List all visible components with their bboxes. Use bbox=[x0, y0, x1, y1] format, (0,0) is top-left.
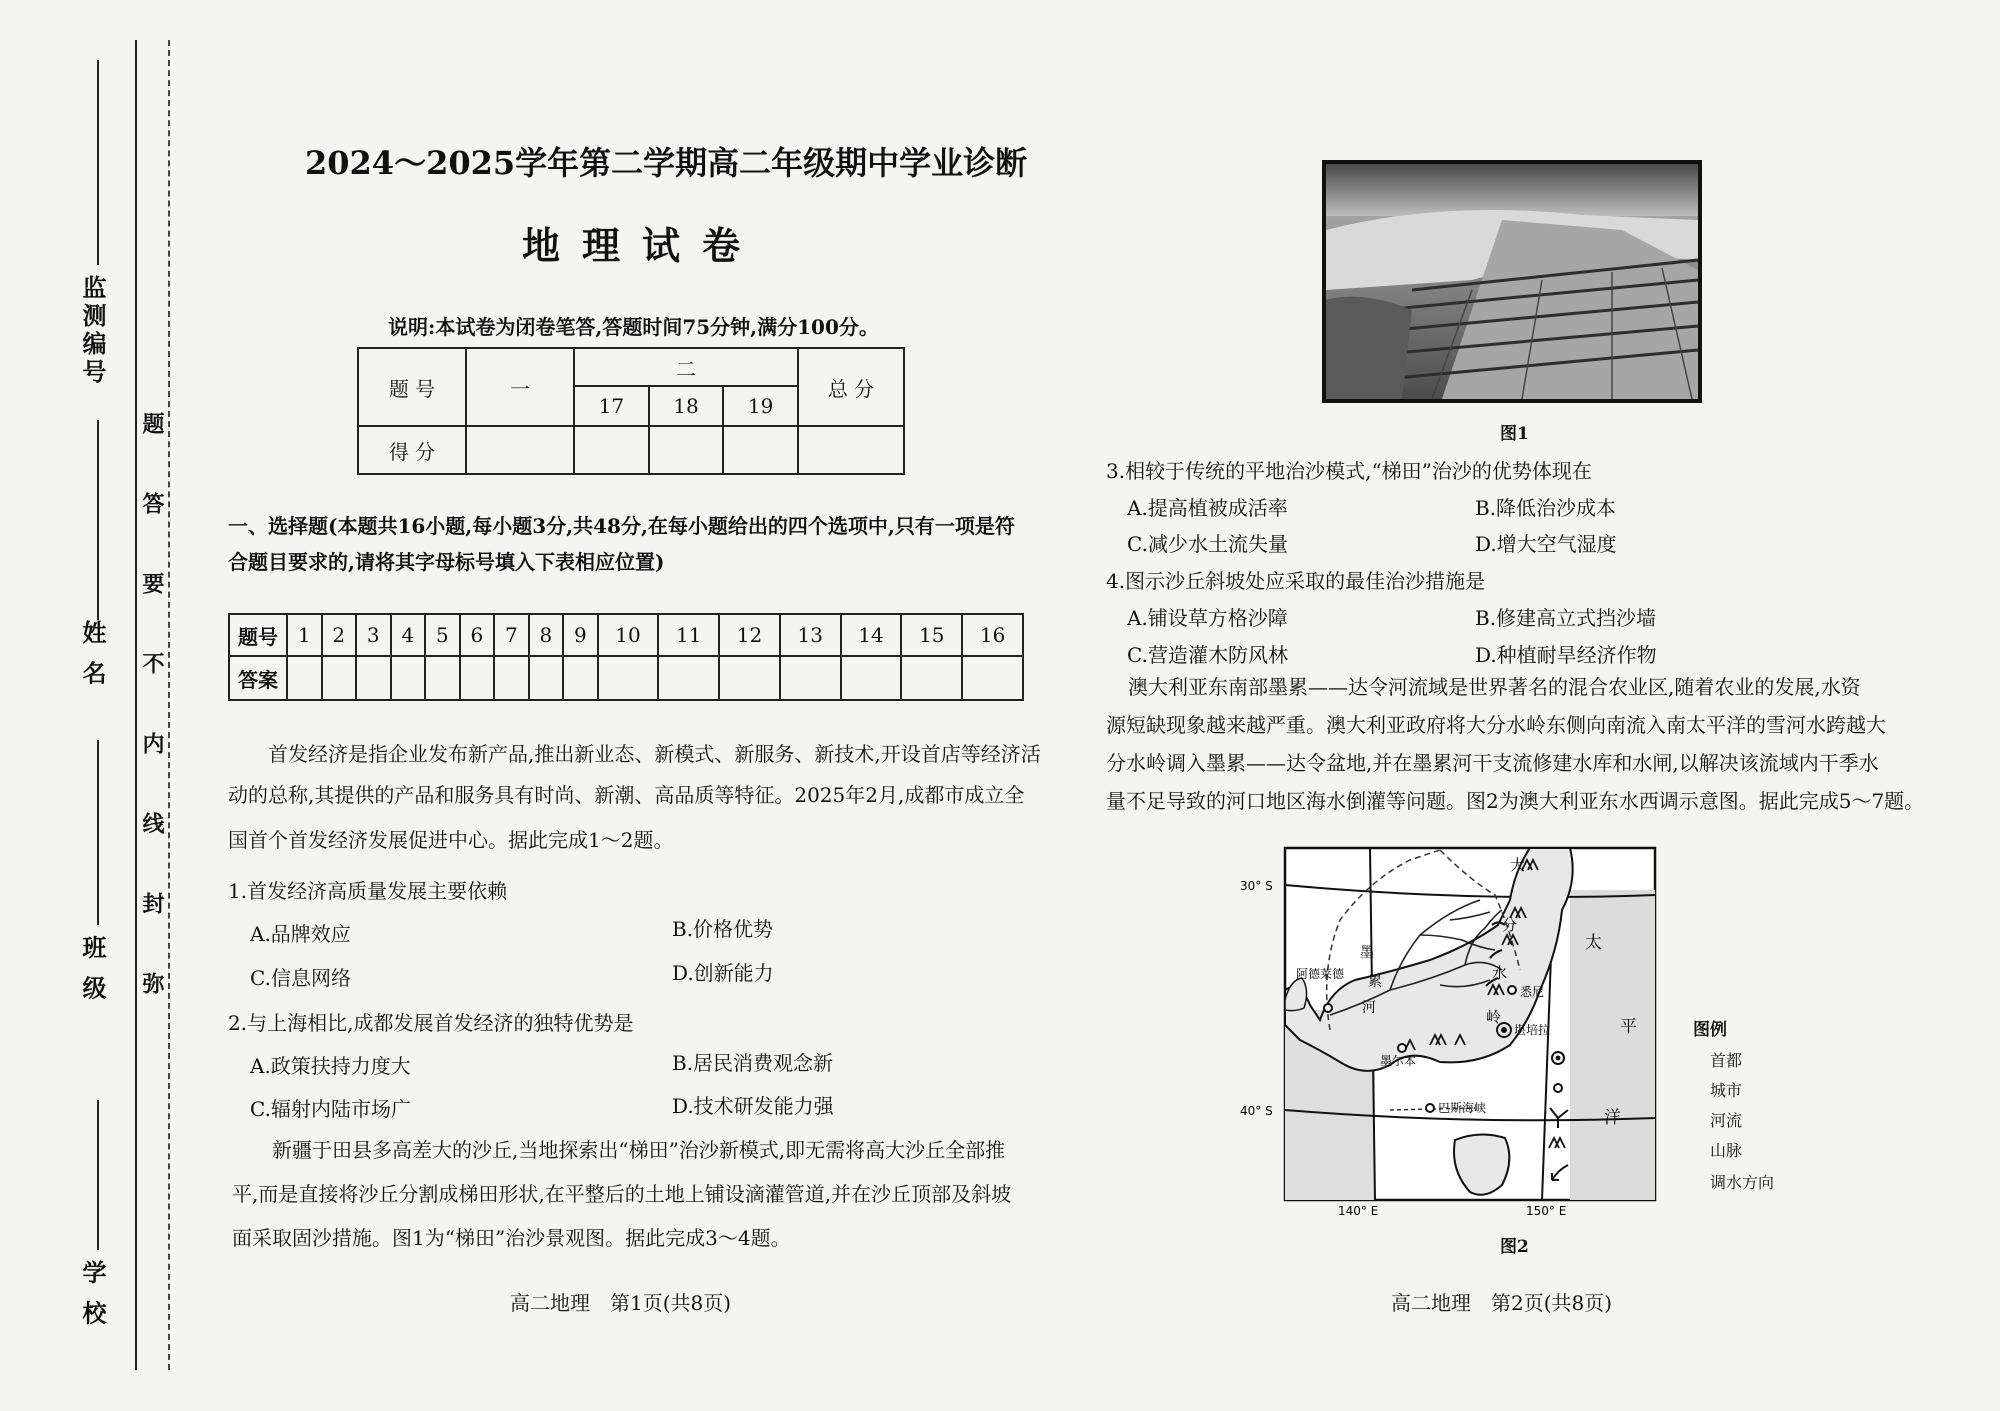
seal-char: 不 bbox=[139, 652, 165, 674]
answer-number: 15 bbox=[901, 614, 962, 656]
question-4: 4.图示沙丘斜坡处应采取的最佳治沙措施是 bbox=[1106, 569, 1486, 593]
city-marker-sydney bbox=[1508, 986, 1516, 994]
answer-number: 16 bbox=[962, 614, 1023, 656]
fig2-map bbox=[1240, 840, 1680, 1220]
map-label-melbourne: 墨尔本 bbox=[1380, 1054, 1417, 1068]
map-lon-150: 150° E bbox=[1526, 1204, 1567, 1218]
answer-number: 2 bbox=[322, 614, 357, 656]
fig2-caption: 图2 bbox=[1500, 1237, 1529, 1257]
score-cell[interactable] bbox=[723, 426, 798, 474]
passage1-line3: 国首个首发经济发展促进中心。据此完成1～2题。 bbox=[228, 828, 674, 852]
answer-number: 14 bbox=[841, 614, 902, 656]
legend-city: 城市 bbox=[1710, 1081, 1743, 1100]
question-1: 1.首发经济高质量发展主要依赖 bbox=[228, 879, 508, 903]
question-2: 2.与上海相比,成都发展首发经济的独特优势是 bbox=[228, 1011, 634, 1035]
score-cell[interactable] bbox=[649, 426, 724, 474]
map-label-yang: 洋 bbox=[1604, 1108, 1621, 1128]
margin-rule-outer bbox=[135, 40, 137, 1370]
margin-rule-dashed bbox=[168, 40, 170, 1370]
passage2-line2: 平,而是直接将沙丘分割成梯田形状,在平整后的土地上铺设滴灌管道,并在沙丘顶部及斜坡 bbox=[232, 1182, 1012, 1206]
seal-char: 封 bbox=[139, 892, 165, 914]
score-col-18: 18 bbox=[649, 386, 724, 426]
legend-river: 河流 bbox=[1710, 1111, 1743, 1130]
map-label-shui: 水 bbox=[1492, 964, 1508, 982]
exam-subject: 地理试卷 bbox=[522, 223, 763, 268]
map-label-lei: 累 bbox=[1368, 974, 1382, 990]
q4-option-b[interactable]: B.修建高立式挡沙墙 bbox=[1475, 606, 1657, 630]
answer-table bbox=[228, 613, 1024, 701]
q2-option-b[interactable]: B.居民消费观念新 bbox=[672, 1051, 834, 1075]
exam-title: 2024～2025学年第二学期高二年级期中学业诊断 bbox=[305, 144, 1028, 182]
map-label-he: 河 bbox=[1362, 1000, 1376, 1016]
score-col-17: 17 bbox=[574, 386, 649, 426]
section1-instruction-line1: 一、选择题(本题共16小题,每小题3分,共48分,在每小题给出的四个选项中,只有一项是符 bbox=[228, 514, 1015, 538]
map-label-canberra: 堪培拉 bbox=[1514, 1023, 1551, 1037]
section1-instruction-line2: 合题目要求的,请将其字母标号填入下表相应位置) bbox=[228, 550, 665, 574]
fig1-photo bbox=[1322, 160, 1702, 403]
answer-number: 10 bbox=[598, 614, 659, 656]
legend-title: 图例 bbox=[1693, 1020, 1727, 1040]
fig1-caption: 图1 bbox=[1500, 424, 1529, 444]
map-label-da: 大 bbox=[1510, 856, 1526, 874]
answer-cell[interactable] bbox=[391, 656, 426, 700]
q4-option-d[interactable]: D.种植耐旱经济作物 bbox=[1475, 643, 1657, 667]
answer-cell[interactable] bbox=[460, 656, 495, 700]
answer-table-head: 题号 bbox=[229, 614, 287, 656]
q1-option-b[interactable]: B.价格优势 bbox=[672, 917, 774, 941]
q2-option-c[interactable]: C.辐射内陆市场广 bbox=[250, 1097, 411, 1121]
school-label: 学 校 bbox=[78, 1260, 107, 1329]
answer-cell[interactable] bbox=[356, 656, 391, 700]
answer-cell[interactable] bbox=[425, 656, 460, 700]
score-table bbox=[357, 347, 905, 475]
answer-number: 12 bbox=[719, 614, 780, 656]
q3-option-a[interactable]: A.提高植被成活率 bbox=[1127, 496, 1288, 520]
q1-option-d[interactable]: D.创新能力 bbox=[672, 961, 774, 985]
answer-cell[interactable] bbox=[780, 656, 841, 700]
passage3-line3: 分水岭调入墨累——达令盆地,并在墨累河干支流修建水库和水闸,以解决该流域内干季水 bbox=[1106, 751, 1879, 775]
city-marker-melbourne bbox=[1398, 1044, 1406, 1052]
answer-cell[interactable] bbox=[287, 656, 322, 700]
q4-option-c[interactable]: C.营造灌木防风林 bbox=[1127, 643, 1288, 667]
q3-option-b[interactable]: B.降低治沙成本 bbox=[1475, 496, 1617, 520]
answer-cell[interactable] bbox=[529, 656, 564, 700]
q4-option-a[interactable]: A.铺设草方格沙障 bbox=[1127, 606, 1288, 630]
city-marker-adelaide bbox=[1324, 1004, 1332, 1012]
answer-number: 1 bbox=[287, 614, 322, 656]
passage3-line4: 量不足导致的河口地区海水倒灌等问题。图2为澳大利亚东水西调示意图。据此完成5～7题。 bbox=[1106, 789, 1925, 813]
answer-cell[interactable] bbox=[962, 656, 1023, 700]
answer-number: 8 bbox=[529, 614, 564, 656]
map-label-ling: 岭 bbox=[1486, 1008, 1502, 1026]
answer-table-answer-label: 答案 bbox=[229, 656, 287, 700]
score-col-tihao: 题 号 bbox=[358, 348, 466, 426]
answer-cell[interactable] bbox=[841, 656, 902, 700]
passage3-line2: 源短缺现象越来越严重。澳大利亚政府将大分水岭东侧向南流入南太平洋的雪河水跨越大 bbox=[1106, 713, 1886, 737]
q1-option-c[interactable]: C.信息网络 bbox=[250, 966, 351, 990]
answer-cell[interactable] bbox=[563, 656, 598, 700]
legend-transfer: 调水方向 bbox=[1710, 1173, 1775, 1192]
score-cell[interactable] bbox=[466, 426, 574, 474]
name-label: 姓 名 bbox=[78, 620, 107, 689]
answer-number: 13 bbox=[780, 614, 841, 656]
page-footer-right: 高二地理 第2页(共8页) bbox=[1391, 1291, 1613, 1315]
answer-cell[interactable] bbox=[719, 656, 780, 700]
city-marker-bass bbox=[1426, 1104, 1434, 1112]
passage2-line1: 新疆于田县多高差大的沙丘,当地探索出“梯田”治沙新模式,即无需将高大沙丘全部推 bbox=[272, 1138, 1006, 1162]
map-lon-140: 140° E bbox=[1338, 1204, 1379, 1218]
seal-char: 答 bbox=[139, 492, 165, 514]
map-label-sydney: 悉尼 bbox=[1520, 985, 1545, 999]
answer-cell[interactable] bbox=[322, 656, 357, 700]
page-footer-left: 高二地理 第1页(共8页) bbox=[510, 1291, 732, 1315]
answer-number: 6 bbox=[460, 614, 495, 656]
score-col-19: 19 bbox=[723, 386, 798, 426]
q2-option-d[interactable]: D.技术研发能力强 bbox=[672, 1094, 834, 1118]
answer-number: 9 bbox=[563, 614, 598, 656]
q2-option-a[interactable]: A.政策扶持力度大 bbox=[250, 1054, 411, 1078]
answer-cell[interactable] bbox=[658, 656, 719, 700]
exam-note: 说明:本试卷为闭卷笔答,答题时间75分钟,满分100分。 bbox=[388, 315, 879, 339]
score-cell[interactable] bbox=[798, 426, 904, 474]
map-lat-40: 40° S bbox=[1240, 1104, 1273, 1118]
score-col-part2: 二 bbox=[574, 348, 798, 386]
answer-number: 4 bbox=[391, 614, 426, 656]
map-label-bass: 巴斯海峡 bbox=[1438, 1101, 1487, 1115]
map-label-fen: 分 bbox=[1502, 916, 1518, 934]
score-row-defen: 得 分 bbox=[358, 426, 466, 474]
legend-mountain: 山脉 bbox=[1710, 1141, 1743, 1160]
passage2-line3: 面采取固沙措施。图1为“梯田”治沙景观图。据此完成3～4题。 bbox=[232, 1226, 791, 1250]
seal-char: 题 bbox=[139, 412, 165, 434]
answer-cell[interactable] bbox=[598, 656, 659, 700]
answer-number: 11 bbox=[658, 614, 719, 656]
question-3: 3.相较于传统的平地治沙模式,“梯田”治沙的优势体现在 bbox=[1106, 459, 1592, 483]
class-label: 班 级 bbox=[78, 935, 107, 1004]
answer-number: 3 bbox=[356, 614, 391, 656]
class-line bbox=[97, 740, 99, 925]
school-line bbox=[97, 1100, 99, 1250]
score-cell[interactable] bbox=[574, 426, 649, 474]
map-label-mo: 墨 bbox=[1360, 945, 1374, 961]
monitor-number-label: 监测编号 bbox=[78, 275, 107, 387]
answer-number: 5 bbox=[425, 614, 460, 656]
seal-char: 弥 bbox=[139, 972, 165, 994]
seal-char: 要 bbox=[139, 572, 165, 594]
passage1-line2: 动的总称,其提供的产品和服务具有时尚、新潮、高品质等特征。2025年2月,成都市成立全 bbox=[228, 783, 1025, 807]
map-label-tai: 太 bbox=[1585, 933, 1602, 953]
seal-char: 线 bbox=[139, 812, 165, 834]
q3-option-c[interactable]: C.减少水土流失量 bbox=[1127, 532, 1288, 556]
map-label-ping: 平 bbox=[1620, 1017, 1637, 1037]
seal-char: 内 bbox=[139, 732, 165, 754]
map-lat-30: 30° S bbox=[1240, 879, 1273, 893]
q3-option-d[interactable]: D.增大空气湿度 bbox=[1475, 532, 1617, 556]
legend-capital: 首都 bbox=[1710, 1051, 1743, 1070]
score-col-part1: 一 bbox=[466, 348, 574, 426]
answer-number: 7 bbox=[494, 614, 529, 656]
passage1-line1: 首发经济是指企业发布新产品,推出新业态、新模式、新服务、新技术,开设首店等经济活 bbox=[268, 742, 1041, 766]
answer-cell[interactable] bbox=[901, 656, 962, 700]
q1-option-a[interactable]: A.品牌效应 bbox=[250, 922, 351, 946]
answer-cell[interactable] bbox=[494, 656, 529, 700]
map-label-adelaide: 阿德莱德 bbox=[1296, 967, 1345, 981]
passage3-line1: 澳大利亚东南部墨累——达令河流域是世界著名的混合农业区,随着农业的发展,水资 bbox=[1128, 675, 1861, 699]
score-col-total: 总 分 bbox=[798, 348, 904, 426]
name-line bbox=[97, 420, 99, 620]
monitor-number-line bbox=[97, 60, 99, 265]
